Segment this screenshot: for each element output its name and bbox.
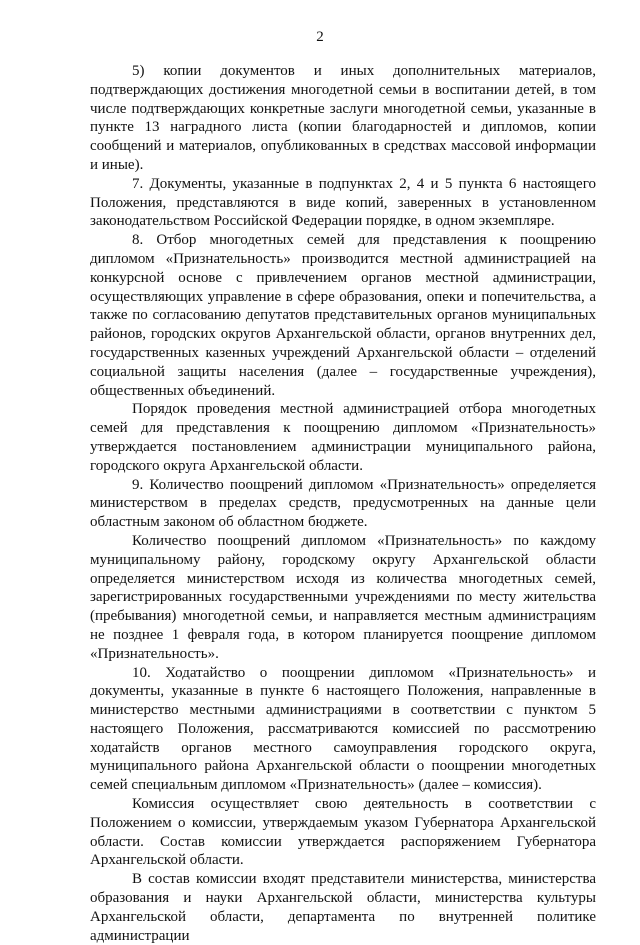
paragraph-award-quantity: Количество поощрений дипломом «Признательность» по каждому муниципальному району, городскому округу Архангельской области определяется министерством исходя из количества многодетных семей, зарегистрированных государственными учреждениями по месту жительства (пребывания) многодетной семьи, и направляется местным администрациям не позднее 1 февраля года, в котором планируется поощрение дипломом «Признательность». xyxy=(90,532,596,662)
paragraph-item-5-copies: 5) копии документов и иных дополнительных материалов, подтверждающих достижения многодетной семьи в воспитании детей, в том числе подтверждающих конкретные заслуги многодетной семьи, указанные в пункте 13 наградного листа (копии благодарностей и дипломов, копии сообщений и материалов, опубликованных в средствах массовой информации и иные). xyxy=(90,63,596,173)
paragraph-commission-activity: Комиссия осуществляет свою деятельность в соответствии с Положением о комиссии, утверждаемым указом Губернатора Архангельской области. Состав комиссии утверждается распоряжением Губернатора Архангельской области. xyxy=(90,796,596,869)
page-number: 2 xyxy=(316,29,324,45)
paragraph-point-8: 8. Отбор многодетных семей для представления к поощрению дипломом «Признательность» производится местной администрацией на конкурсной основе с привлечением органов местной администрации, осуществляющих управление в сфере образования, опеки и попечительства, а также по согласованию депутатов представительных органов муниципальных районов, городских округов Архангельской области, органов внутренних дел, государственных казенных учреждений Архангельской области – отделений социальной защиты населения (далее – государственные учреждения), общественных объединений. xyxy=(90,232,596,399)
paragraph-point-10: 10. Ходатайство о поощрении дипломом «Признательность» и документы, указанные в пункте 6 настоящего Положения, направленные в министерство местными администрациями в соответствии с пунктом 5 настоящего Положения, рассматриваются комиссией по рассмотрению ходатайств органов местного самоуправления городского округа, муниципального района Архангельской области о поощрении многодетных семей специальным дипломом «Признательность» (далее – комиссия). xyxy=(90,664,596,794)
paragraph-point-9: 9. Количество поощрений дипломом «Признательность» определяется министерством в пределах средств, предусмотренных на данные цели областным законом об областном бюджете. xyxy=(90,476,596,531)
paragraph-commission-members: В состав комиссии входят представители министерства, министерства образования и науки Архангельской области, министерства культуры Архангельской области, департамента по внутренней политике администрации xyxy=(90,871,596,944)
paragraph-selection-procedure: Порядок проведения местной администрацией отбора многодетных семей для представления к поощрению дипломом «Признательность» утверждается постановлением администрации муниципального района, городского округа Архангельской области. xyxy=(90,401,596,474)
document-body xyxy=(90,62,596,945)
paragraph-point-7: 7. Документы, указанные в подпунктах 2, 4 и 5 пункта 6 настоящего Положения, представляются в виде копий, заверенных в установленном законодательством Российской Федерации порядке, в одном экземпляре. xyxy=(90,175,596,230)
